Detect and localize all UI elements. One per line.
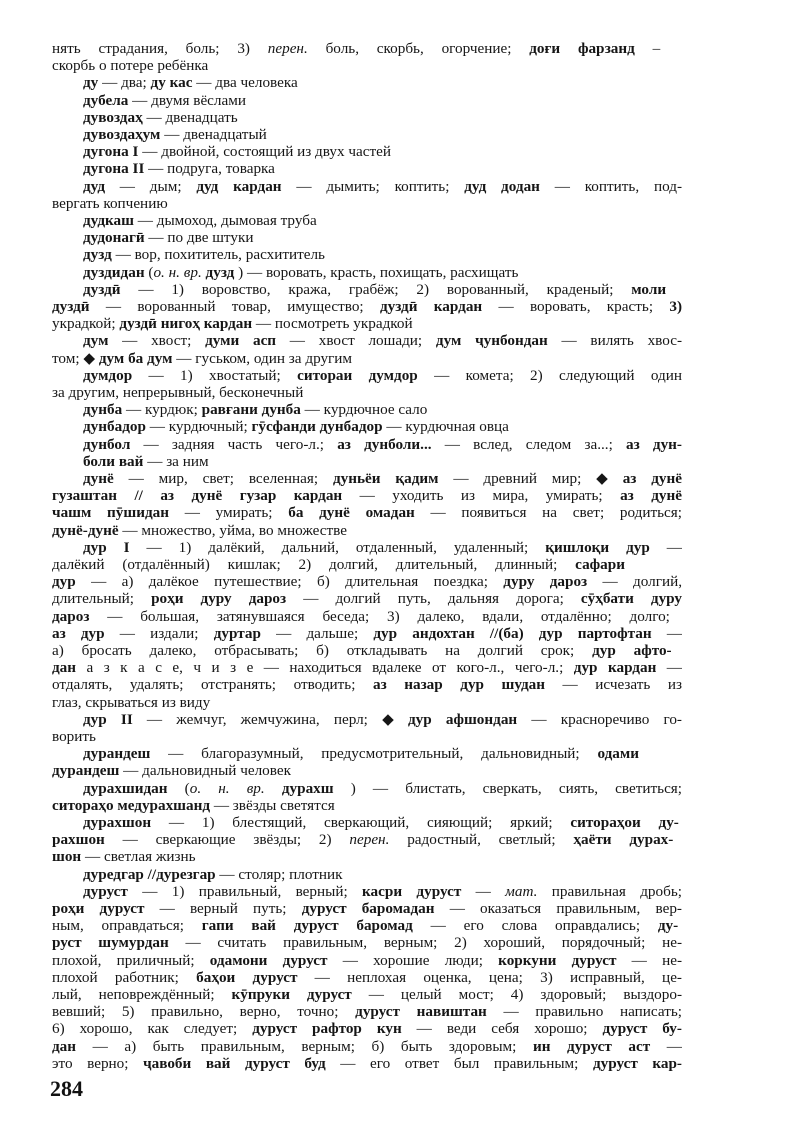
gloss-text: — его слова оправдались; <box>412 917 658 935</box>
headword: дузд <box>205 263 235 281</box>
text-line <box>52 350 682 367</box>
headword: думи асп <box>205 332 277 350</box>
text-line <box>52 573 682 590</box>
headword: дуздидан <box>83 263 145 281</box>
headword: ду кас <box>150 74 193 92</box>
gloss-text: ) — блистать, сверкать, сиять, светиться; <box>333 779 682 797</box>
text-line <box>52 969 682 986</box>
headword: касри дуруст <box>362 882 462 900</box>
gloss-text: — коптить, под- <box>539 177 682 195</box>
headword: дуд <box>83 177 106 195</box>
text-line <box>83 866 682 883</box>
gloss-text: — мир, свет; вселенная; <box>113 470 333 487</box>
gloss-text: — издали; <box>104 624 214 642</box>
headword: сӯҳбати дуру <box>580 590 682 608</box>
headword: дуруст <box>83 882 128 900</box>
text-line <box>83 453 682 470</box>
gloss-text: — звёзды светятся <box>210 796 335 814</box>
headword: сафари <box>575 556 625 573</box>
gloss-text: вергать копчению <box>52 194 168 212</box>
headword: дан <box>52 659 77 677</box>
text-line <box>52 608 682 625</box>
text-line <box>83 539 682 556</box>
text-line <box>52 659 682 676</box>
headword: рахшон <box>52 831 105 849</box>
headword: дуруст баромадан <box>301 900 435 917</box>
text-line <box>52 676 682 693</box>
gloss-text: — жемчуг, жемчужина, перл; ◆ <box>132 710 408 728</box>
gloss-text: — подруга, товарка <box>144 160 275 178</box>
gloss-text: — неплохая оценка, цена; 3) исправный, це- <box>297 968 682 986</box>
gloss-text: — оказаться правильным, вер- <box>434 900 682 917</box>
gloss-text: нять страдания, боль; 3) <box>52 40 268 57</box>
gloss-text: — большая, затянувшаяся беседа; 3) далеко, вдали, отдалённо; долго; <box>89 607 670 625</box>
gloss-text: — дальше; <box>260 624 374 642</box>
headword: гузаштан // аз дунё гузар кардан <box>52 487 343 505</box>
headword: дунё-дунё <box>52 521 119 539</box>
headword: ҷавоби вай дуруст буд <box>143 1054 326 1072</box>
headword: аз дунё <box>620 487 682 505</box>
gloss-text: — сверкающие звёзды; 2) <box>104 831 350 849</box>
headword: қишлоқи дур <box>545 538 650 556</box>
text-line <box>52 917 682 934</box>
gloss-text: — <box>461 882 506 900</box>
headword: дудонагӣ <box>83 229 145 247</box>
gloss-text: — не- <box>616 951 682 969</box>
text-line <box>52 986 682 1003</box>
gloss-text: — два человека <box>192 74 298 92</box>
gloss-text: вевший; 5) правильно, верно, точно; <box>52 1003 356 1021</box>
headword: дурахшидан <box>83 779 168 797</box>
gloss-text: — его ответ был правильным; <box>325 1054 593 1072</box>
gloss-text: — двенадцать <box>142 108 238 126</box>
headword: дубела <box>83 91 129 109</box>
gloss-text: — хвост; <box>108 332 206 350</box>
headword: роҳи дуруст <box>52 900 145 917</box>
gloss-text: — гуськом, один за другим <box>172 349 353 367</box>
gloss-text: — ворованный товар, имущество; <box>89 298 380 315</box>
abbreviation: о. н. вр. <box>153 263 202 281</box>
gloss-text: — множество, уйма, во множестве <box>118 521 347 539</box>
gloss-text: — хорошие люди; <box>327 951 499 969</box>
text-line <box>83 780 682 797</box>
gloss-text: — <box>650 1037 682 1055</box>
text-line <box>83 143 682 160</box>
headword: дунба <box>83 401 123 419</box>
gloss-text: — появиться на свет; родиться; <box>414 504 682 522</box>
headword: дуруст кар- <box>592 1054 682 1072</box>
text-line <box>52 694 682 711</box>
headword: дум ҷунбондан <box>435 332 548 350</box>
headword: дуд додан <box>464 177 540 195</box>
headword: дур андохтан //(ба) дур партофтан <box>373 624 652 642</box>
gloss-text: — дальновидный человек <box>119 762 291 780</box>
headword: ду- <box>657 917 679 935</box>
headword: шон <box>52 848 82 866</box>
gloss-text: — умирать; <box>169 504 289 522</box>
gloss-text: — веди себя хорошо; <box>401 1020 603 1038</box>
headword: дунбадор <box>83 418 146 436</box>
headword: дан <box>52 1037 77 1055</box>
text-line <box>83 178 682 195</box>
gloss-text: ным, оправдаться; <box>52 917 202 935</box>
headword: гапи вай дуруст баромад <box>201 917 413 935</box>
gloss-text: — 1) блестящий, сверкающий, сияющий; яркий; <box>151 814 571 831</box>
gloss-text: — по две штуки <box>144 229 254 247</box>
text-line <box>52 298 682 315</box>
text-line <box>83 883 682 900</box>
text-line <box>52 831 682 848</box>
text-line <box>52 797 682 814</box>
gloss-text: — вор, похититель, расхититель <box>111 246 325 264</box>
text-line <box>52 848 682 865</box>
gloss-text: — комета; 2) следующий один <box>417 366 682 384</box>
headword: аз назар дур шудан <box>373 676 546 694</box>
headword: ситораҳои ду- <box>570 814 679 831</box>
gloss-text: — столяр; плотник <box>215 865 343 883</box>
gloss-text: — а) далёкое путешествие; б) длительная поездка; <box>75 573 504 591</box>
headword: дур I <box>83 538 130 556</box>
gloss-text: украдкой; <box>52 315 120 333</box>
headword: ин дуруст аст <box>532 1037 651 1055</box>
page-number: 284 <box>50 1076 83 1101</box>
text-line <box>83 229 682 246</box>
gloss-text: — дымить; коптить; <box>281 177 465 195</box>
gloss-text: — считать правильным, верным; 2) хороший, порядочный; не- <box>168 934 682 952</box>
headword: чашм пӯшидан <box>52 504 169 522</box>
text-line <box>83 160 682 177</box>
gloss-text: — двумя вёслами <box>128 91 246 109</box>
text-line <box>52 504 682 521</box>
text-line <box>83 418 682 435</box>
headword: ду <box>83 74 99 92</box>
text-line <box>52 315 682 332</box>
headword: дурандеш <box>83 745 151 763</box>
text-line <box>83 74 682 91</box>
headword: дум ба дум <box>98 349 173 367</box>
headword: одами <box>597 745 639 763</box>
headword: баҳои дуруст <box>196 968 298 986</box>
text-line <box>52 900 682 917</box>
gloss-text: — курдючный; <box>145 418 252 436</box>
headword: дунбол <box>83 435 131 453</box>
gloss-text: отдалять, удалять; отстранять; отводить; <box>52 676 373 694</box>
gloss-text: лый, неповреждённый; <box>52 986 232 1003</box>
text-line <box>52 590 682 607</box>
headword: дуньёи қадим <box>332 470 439 487</box>
text-line <box>83 109 682 126</box>
gloss-text: это верно; <box>52 1054 144 1072</box>
gloss-text: плохой, приличный; <box>52 951 210 969</box>
headword: дум <box>83 332 109 350</box>
text-line <box>83 401 682 418</box>
gloss-text: боль, скорбь, огорчение; <box>307 40 530 57</box>
gloss-text: за другим, непрерывный, бесконечный <box>52 384 304 401</box>
gloss-text: плохой работник; <box>52 968 197 986</box>
text-line <box>52 952 682 969</box>
headword: дуздӣ <box>83 280 121 298</box>
headword: коркуни дуруст <box>498 951 617 969</box>
text-line <box>52 384 682 401</box>
gloss-text: — курдючная овца <box>382 418 509 436</box>
gloss-text: — хвост лошади; <box>276 332 436 350</box>
headword: аз дунё <box>622 470 682 487</box>
text-line <box>83 814 682 831</box>
gloss-text: – <box>634 40 661 57</box>
gloss-text: — вслед, следом за...; <box>431 435 627 453</box>
headword: ситораи думдор <box>297 366 418 384</box>
headword: аз дур <box>52 624 105 642</box>
text-line <box>83 264 682 281</box>
headword: ба дунё омадан <box>288 504 415 522</box>
text-line <box>52 1003 682 1020</box>
headword: дузд <box>83 246 112 264</box>
text-line <box>52 40 682 57</box>
gloss-text: — посмотреть украдкой <box>252 315 413 333</box>
gloss-text: радостный, светлый; <box>389 831 574 849</box>
abbreviation: мат. <box>505 882 538 900</box>
gloss-text: — 1) правильный, верный; <box>127 882 363 900</box>
text-line <box>83 711 682 728</box>
text-line <box>83 246 682 263</box>
text-line <box>52 522 682 539</box>
gloss-text: — курдючное сало <box>300 401 428 419</box>
headword: дур афшондан <box>407 710 518 728</box>
headword: дур <box>52 573 76 591</box>
gloss-text: — 1) воровство, кража, грабёж; 2) ворованный, краденый; <box>120 280 632 298</box>
gloss-text: ворить <box>52 728 96 745</box>
gloss-text: а з к а с е, ч и з е — находиться вдалеке от кого-л., чего-л.; <box>76 659 574 677</box>
gloss-text: — долгий путь, дальняя дорога; <box>286 590 581 608</box>
gloss-text: — 1) хвостатый; <box>132 366 298 384</box>
gloss-text: — дым; <box>105 177 197 195</box>
gloss-text: длительный; <box>52 590 152 608</box>
headword: дуртар <box>213 624 261 642</box>
gloss-text: — древний мир; ◆ <box>438 470 623 487</box>
headword: роҳи дуру дароз <box>151 590 287 608</box>
gloss-text: — <box>649 538 682 556</box>
headword: дунё <box>83 470 114 487</box>
text-line <box>83 212 682 229</box>
gloss-text: — двойной, состоящий из двух частей <box>138 143 392 161</box>
gloss-text: — благоразумный, предусмотрительный, дальновидный; <box>150 745 598 763</box>
headword: дурахш <box>281 779 334 797</box>
headword: дуредгар //дурезгар <box>83 865 216 883</box>
gloss-text: — красноречиво го- <box>517 710 682 728</box>
gloss-text: — воровать, красть; <box>482 298 670 315</box>
text-line <box>83 436 682 453</box>
headword: равғани дунба <box>201 401 301 419</box>
gloss-text: — <box>656 659 682 677</box>
gloss-text: скорбь о потере ребёнка <box>52 57 209 75</box>
gloss-text: — целый мост; 4) здоровый; выздоро- <box>351 986 682 1003</box>
text-line <box>83 126 682 143</box>
gloss-text: — а) быть правильным, верным; б) быть здоровым; <box>76 1037 533 1055</box>
gloss-text: — долгий, <box>587 573 682 591</box>
headword: моли <box>631 280 667 298</box>
headword: дуруст бу- <box>602 1020 682 1038</box>
headword: ҳаёти дурах- <box>573 831 674 849</box>
gloss-text: том; ◆ <box>52 349 99 367</box>
gloss-text: далёкий (отдалённый) кишлак; 2) долгий, длительный, длинный; <box>52 556 576 573</box>
headword: дуруст рафтор кун <box>252 1020 402 1038</box>
gloss-text: — двенадцатый <box>160 126 267 143</box>
text-line <box>83 367 682 384</box>
headword: дур афто- <box>592 642 672 659</box>
headword: боли вай <box>83 452 144 470</box>
headword: дароз <box>52 607 90 625</box>
headword: ситораҳо медурахшанд <box>52 796 211 814</box>
text-line <box>52 556 682 573</box>
headword: 3) <box>669 298 682 315</box>
text-line <box>52 1038 682 1055</box>
gloss-text: а) бросать далеко, отбрасывать; б) откладывать на долгий срок; <box>52 642 593 659</box>
text-line <box>52 1020 682 1037</box>
gloss-text: — <box>651 624 682 642</box>
text-line <box>52 57 682 74</box>
headword: руст шумурдан <box>52 934 169 952</box>
gloss-text: 6) хорошо, как следует; <box>52 1020 253 1038</box>
headword: дурандеш <box>52 762 120 780</box>
text-line <box>52 1055 682 1072</box>
text-line <box>52 487 682 504</box>
headword: дуд кардан <box>196 177 282 195</box>
headword: дуру дароз <box>503 573 588 591</box>
text-line <box>83 281 682 298</box>
text-line <box>52 195 682 212</box>
text-line <box>52 625 682 642</box>
headword: дуздӣ <box>52 298 90 315</box>
gloss-text: — светлая жизнь <box>81 848 196 866</box>
headword: кӯпруки дуруст <box>231 986 352 1003</box>
gloss-text: ( <box>144 263 154 281</box>
text-line <box>52 642 682 659</box>
headword: дуруст навиштан <box>355 1003 487 1021</box>
headword: аз дун- <box>626 435 682 453</box>
headword: дувоздаҳум <box>83 126 161 143</box>
text-line <box>52 934 682 951</box>
gloss-text: — 1) далёкий, дальний, отдаленный, удаленный; <box>129 538 546 556</box>
text-line <box>52 728 682 745</box>
text-line <box>52 762 682 779</box>
headword: дурахшон <box>83 814 152 831</box>
text-line <box>83 92 682 109</box>
headword: думдор <box>83 366 133 384</box>
headword: дугона II <box>83 160 145 178</box>
gloss-text: — задняя часть чего-л.; <box>130 435 338 453</box>
gloss-text: — курдюк; <box>122 401 202 419</box>
text-line <box>83 745 682 762</box>
gloss-text: — дымоход, дымовая труба <box>133 212 317 229</box>
gloss-text <box>265 780 282 797</box>
gloss-text: — два; <box>98 74 151 92</box>
gloss-text: — исчезать из <box>545 676 682 694</box>
gloss-text: — правильно написать; <box>486 1003 682 1021</box>
gloss-text: глаз, скрываться из виду <box>52 693 211 711</box>
headword: дугона I <box>83 143 139 161</box>
headword: дуздӣ нигоҳ кардан <box>119 315 253 333</box>
headword: доғи фарзанд <box>529 40 635 57</box>
gloss-text: ( <box>167 779 190 797</box>
gloss-text: — вилять хвос- <box>547 332 682 350</box>
gloss-text: ) — воровать, красть, похищать, расхищать <box>234 263 519 281</box>
headword: гӯсфанди дунбадор <box>251 418 383 436</box>
text-line <box>83 332 682 349</box>
headword: дур II <box>83 710 133 728</box>
gloss-text: — уходить из мира, умирать; <box>342 487 621 505</box>
abbreviation: перен. <box>349 831 390 849</box>
headword: одамони дуруст <box>209 951 328 969</box>
gloss-text: — за ним <box>143 452 209 470</box>
headword: дуздӣ кардан <box>379 298 483 315</box>
headword: дудкаш <box>83 212 134 229</box>
gloss-text: правильная дробь; <box>537 882 682 900</box>
headword: аз дунболи... <box>337 435 432 453</box>
headword: дур кардан <box>573 659 657 677</box>
abbreviation: о. н. вр. <box>189 779 265 797</box>
text-line <box>83 470 682 487</box>
headword: дувоздаҳ <box>83 108 143 126</box>
gloss-text: — верный путь; <box>144 900 302 917</box>
abbreviation: перен. <box>267 40 308 57</box>
